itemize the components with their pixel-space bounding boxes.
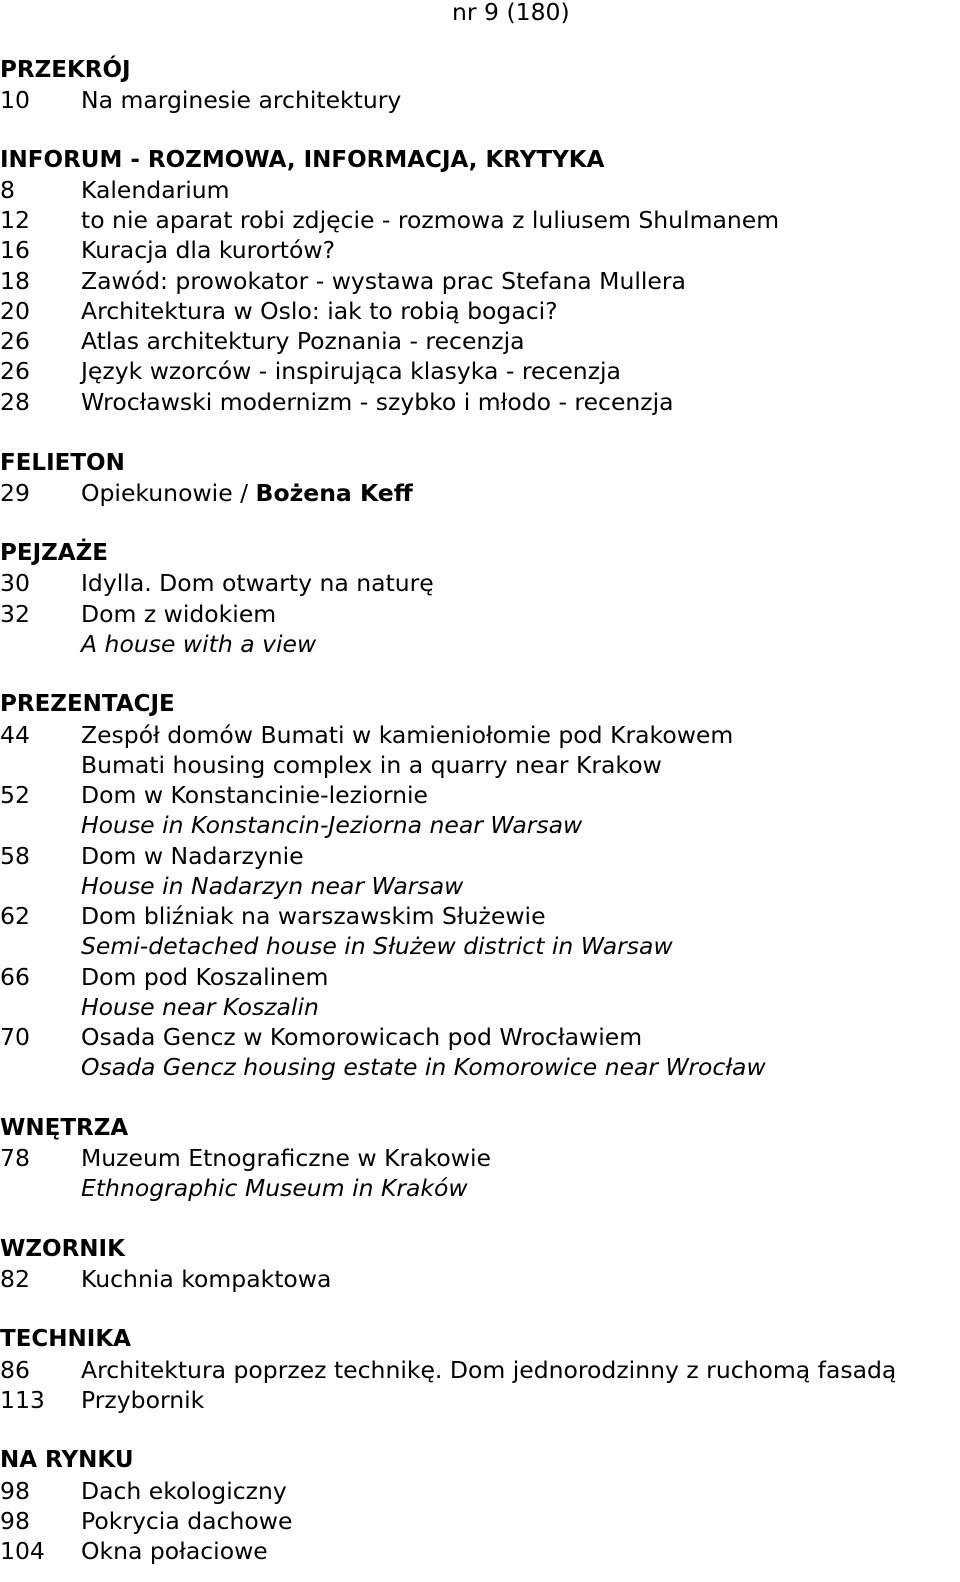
issue-number: nr 9 (180) [452,0,570,26]
page-number: 86 [0,1356,30,1384]
entry-title: Dom pod Koszalinem [81,963,329,991]
entry-subtitle: Bumati housing complex in a quarry near Krakow [81,751,662,779]
entry-title: Na marginesie architektury [81,86,402,114]
entry-title: Atlas architektury Poznania - recenzja [81,327,525,355]
entry-subtitle: Osada Gencz housing estate in Komorowice near Wrocław [81,1053,766,1081]
entry-title: Architektura w Oslo: iak to robią bogaci? [81,297,558,325]
page-number: 78 [0,1144,30,1172]
page-number: 58 [0,842,30,870]
page-number: 26 [0,327,30,355]
entry-subtitle: Ethnographic Museum in Kraków [81,1174,468,1202]
entry-title: Muzeum Etnograficzne w Krakowie [81,1144,491,1172]
entry-subtitle: House near Koszalin [81,993,319,1021]
entry-title: Dach ekologiczny [81,1477,287,1505]
page-number: 30 [0,569,30,597]
entry-title [81,480,413,507]
entry-title: Dom z widokiem [81,600,277,628]
entry-title: to nie aparat robi zdjęcie - rozmowa z luliusem Shulmanem [81,206,780,234]
entry-title: Zespół domów Bumati w kamieniołomie pod Krakowem [81,721,734,749]
section-title: FELIETON [0,450,125,476]
entry-subtitle: House in Nadarzyn near Warsaw [81,872,464,900]
entry-title: Dom w Nadarzynie [81,842,304,870]
entry-subtitle: A house with a view [81,630,317,658]
page-number: 44 [0,721,30,749]
entry-subtitle: House in Konstancin-Jeziorna near Warsaw [81,811,583,839]
page-number: 20 [0,297,30,325]
entry-subtitle: Semi-detached house in Służew district in Warsaw [81,932,673,960]
entry-title: Pokrycia dachowe [81,1507,293,1535]
section-title: WZORNIK [0,1236,125,1262]
page-number: 32 [0,600,30,628]
page-number: 16 [0,236,30,264]
entry-title: Osada Gencz w Komorowicach pod Wrocławiem [81,1023,643,1051]
page-number: 98 [0,1477,30,1505]
section-title: NA RYNKU [0,1447,134,1473]
entry-title: Kalendarium [81,176,230,204]
entry-title-text: Opiekunowie / [81,479,256,507]
entry-title: Okna połaciowe [81,1537,268,1565]
entry-title: Język wzorców - inspirująca klasyka - recenzja [81,357,621,385]
page-number: 12 [0,206,30,234]
section-title: PEJZAŻE [0,540,108,566]
section-title: TECHNIKA [0,1326,131,1352]
page-number: 98 [0,1507,30,1535]
page-number: 52 [0,781,30,809]
entry-author: Bożena Keff [255,479,413,507]
page-number: 113 [0,1386,45,1414]
entry-title: Architektura poprzez technikę. Dom jednorodzinny z ruchomą fasadą [81,1356,897,1384]
section-title: WNĘTRZA [0,1115,129,1141]
entry-title: Kuracja dla kurortów? [81,236,336,264]
section-title: PRZEKRÓJ [0,57,131,83]
page-number: 29 [0,479,30,507]
entry-title: Przybornik [81,1386,205,1414]
page-number: 104 [0,1537,45,1565]
page-number: 10 [0,86,30,114]
entry-title: Kuchnia kompaktowa [81,1265,332,1293]
page-number: 8 [0,176,15,204]
page-number: 70 [0,1023,30,1051]
entry-title: Dom w Konstancinie-leziornie [81,781,428,809]
page-number: 62 [0,902,30,930]
page-number: 28 [0,388,30,416]
entry-title: Wrocławski modernizm - szybko i młodo - recenzja [81,388,674,416]
entry-title: Zawód: prowokator - wystawa prac Stefana Mullera [81,267,686,295]
section-title: INFORUM - ROZMOWA, INFORMACJA, KRYTYKA [0,147,605,173]
entry-title: Dom bliźniak na warszawskim Służewie [81,902,546,930]
page-number: 26 [0,357,30,385]
page-number: 18 [0,267,30,295]
section-title: PREZENTACJE [0,691,175,717]
entry-title: Idylla. Dom otwarty na naturę [81,569,434,597]
page-number: 66 [0,963,30,991]
page-number: 82 [0,1265,30,1293]
